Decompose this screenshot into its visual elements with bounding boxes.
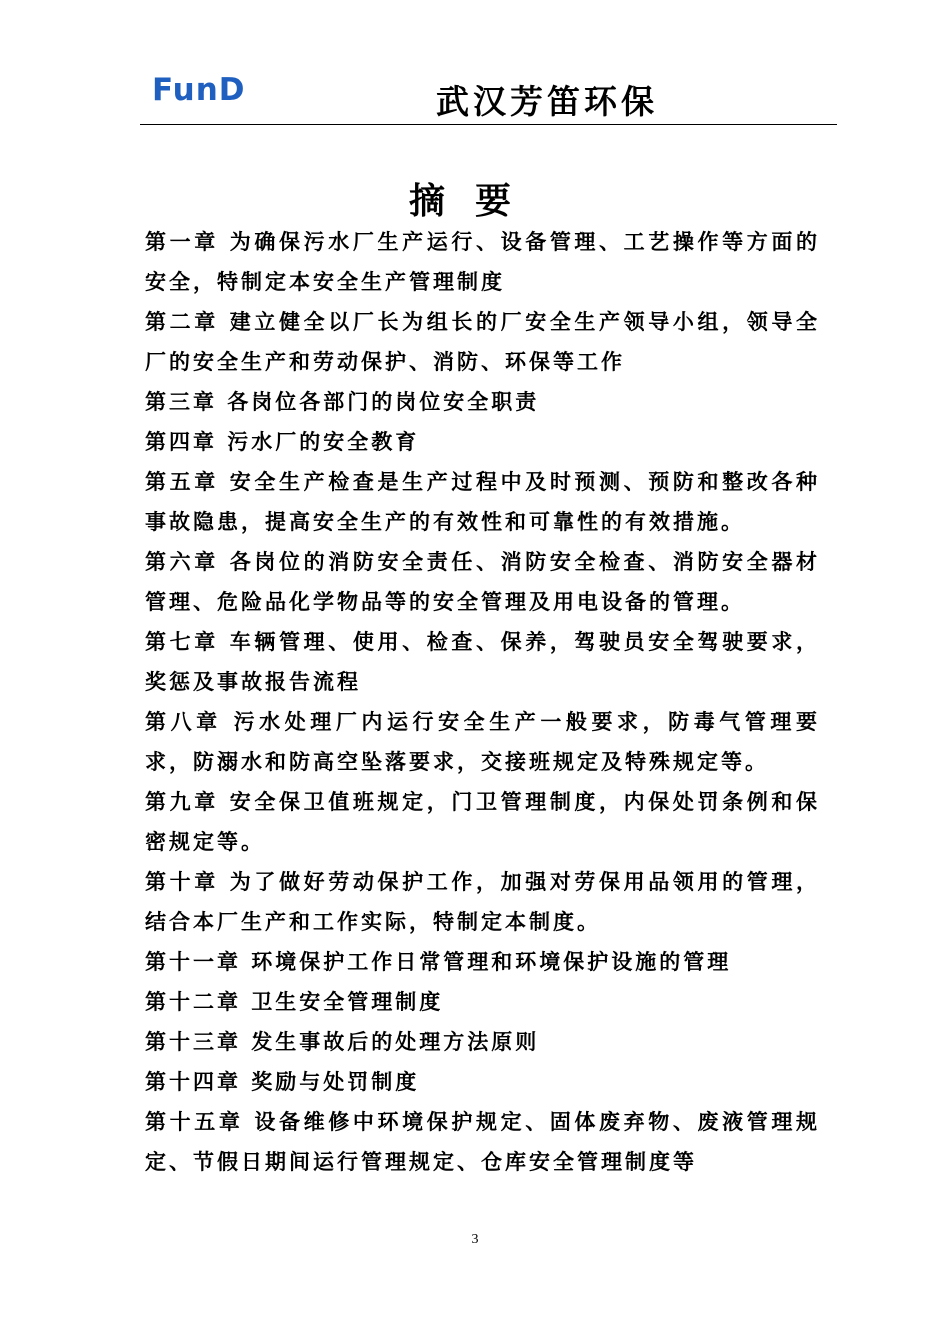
chapter-14-summary: 第十四章 奖励与处罚制度 bbox=[145, 1069, 420, 1094]
chapter-3-summary: 第三章 各岗位各部门的岗位安全职责 bbox=[145, 389, 540, 414]
abstract-content bbox=[145, 222, 820, 1182]
company-logo: FunD bbox=[152, 72, 246, 108]
chapter-7-summary: 第七章 车辆管理、使用、检查、保养，驾驶员安全驾驶要求，奖惩及事故报告流程 bbox=[145, 629, 820, 694]
chapter-2-summary: 第二章 建立健全以厂长为组长的厂安全生产领导小组，领导全厂的安全生产和劳动保护、消防、环保等工作 bbox=[145, 309, 820, 374]
chapter-11-summary: 第十一章 环境保护工作日常管理和环境保护设施的管理 bbox=[145, 949, 732, 974]
company-name: 武汉芳笛环保 bbox=[436, 82, 658, 121]
chapter-15-summary: 第十五章 设备维修中环境保护规定、固体废弃物、废液管理规定、节假日期间运行管理规定、仓库安全管理制度等 bbox=[145, 1109, 820, 1174]
chapter-12-summary: 第十二章 卫生安全管理制度 bbox=[145, 989, 444, 1014]
chapter-8-summary: 第八章 污水处理厂内运行安全生产一般要求，防毒气管理要求，防溺水和防高空坠落要求，交接班规定及特殊规定等。 bbox=[145, 709, 820, 774]
section-title: 摘要 bbox=[408, 180, 541, 222]
page-number: 3 bbox=[471, 1232, 479, 1247]
chapter-13-summary: 第十三章 发生事故后的处理方法原则 bbox=[145, 1029, 540, 1054]
page-header bbox=[140, 66, 837, 125]
chapter-6-summary: 第六章 各岗位的消防安全责任、消防安全检查、消防安全器材管理、危险品化学物品等的安全管理及用电设备的管理。 bbox=[145, 549, 820, 614]
chapter-9-summary: 第九章 安全保卫值班规定，门卫管理制度，内保处罚条例和保密规定等。 bbox=[145, 789, 820, 854]
chapter-10-summary: 第十章 为了做好劳动保护工作，加强对劳保用品领用的管理，结合本厂生产和工作实际，特制定本制度。 bbox=[145, 869, 820, 934]
chapter-5-summary: 第五章 安全生产检查是生产过程中及时预测、预防和整改各种事故隐患，提高安全生产的有效性和可靠性的有效措施。 bbox=[145, 469, 820, 534]
chapter-1-summary: 第一章 为确保污水厂生产运行、设备管理、工艺操作等方面的安全，特制定本安全生产管理制度 bbox=[145, 229, 820, 294]
chapter-4-summary: 第四章 污水厂的安全教育 bbox=[145, 429, 420, 454]
